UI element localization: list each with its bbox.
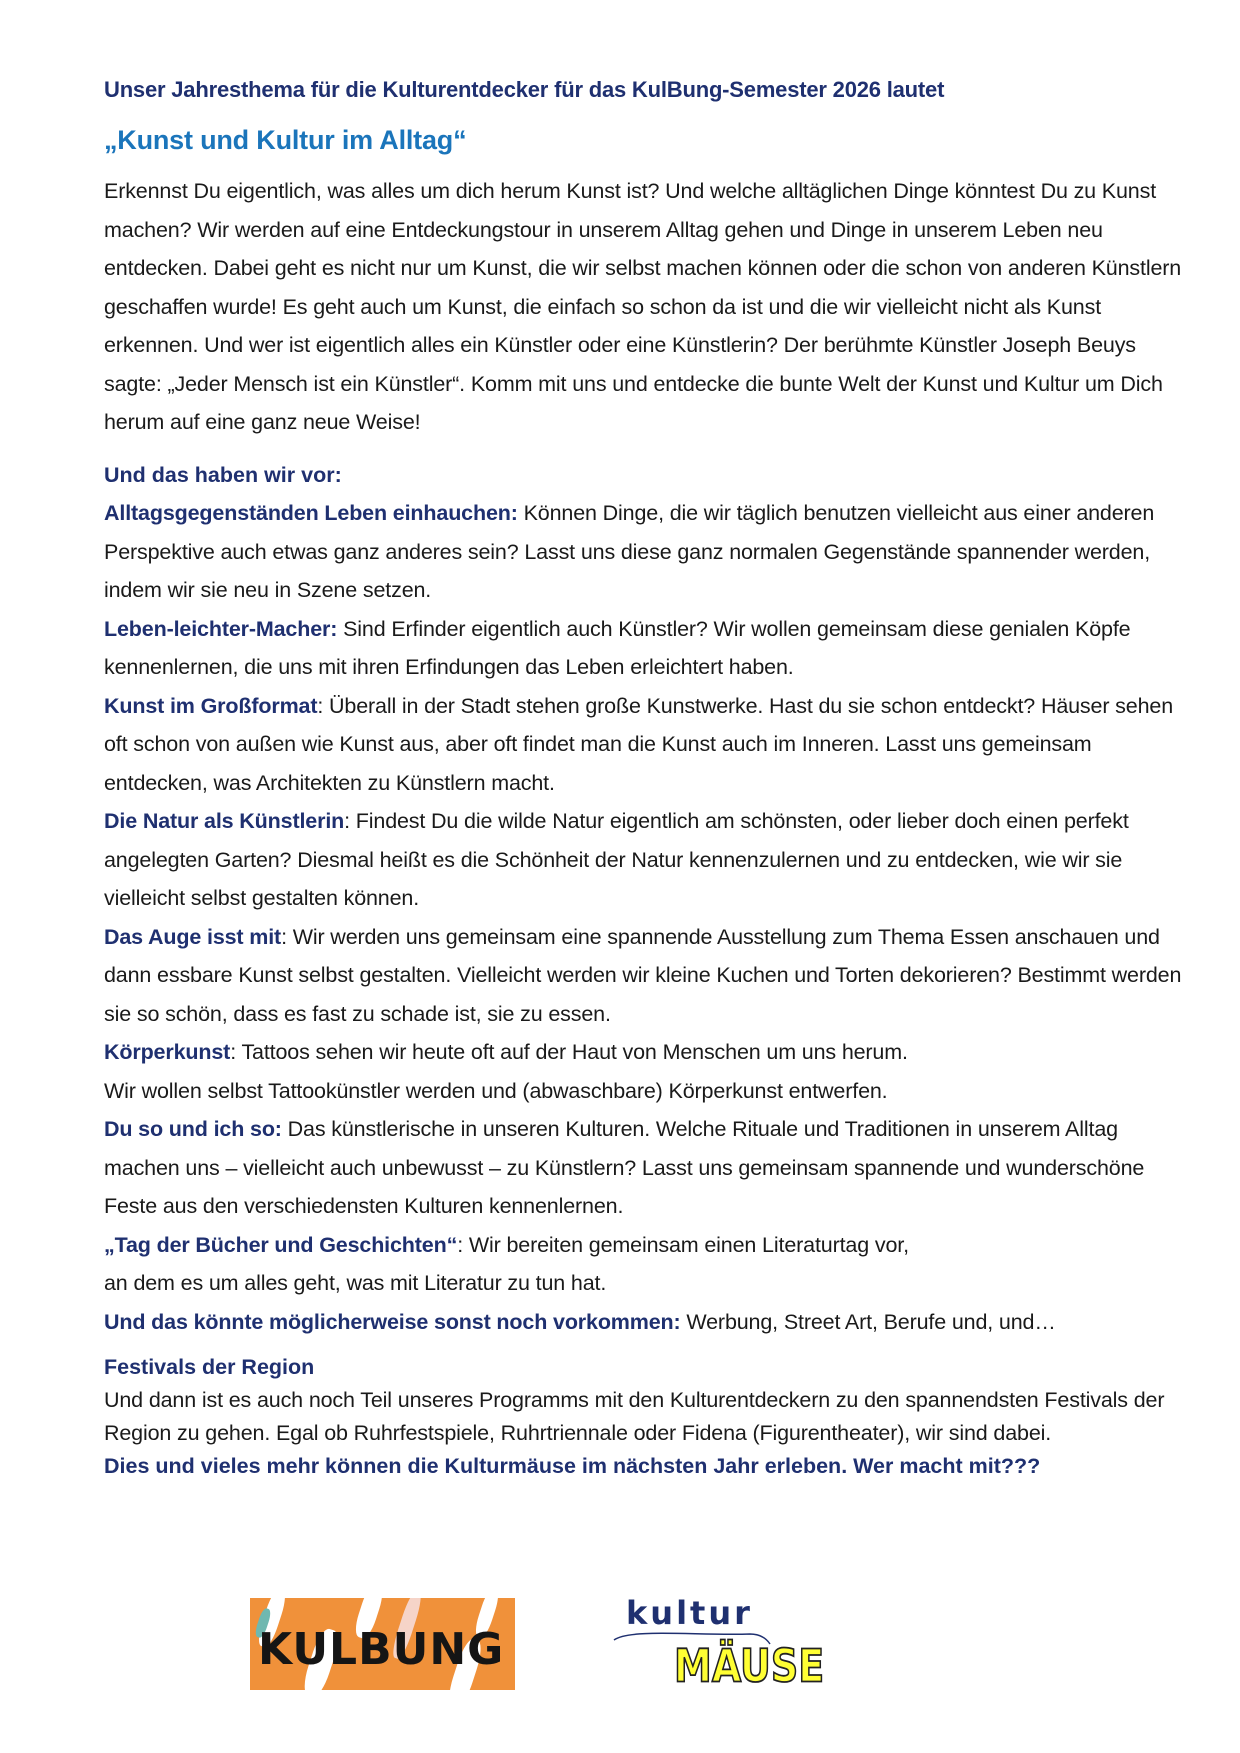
plan-item-label: Leben-leichter-Macher: — [104, 616, 338, 641]
plan-item — [104, 1303, 1184, 1342]
plan-item-text: : Findest Du die wilde Natur eigentlich am schönsten, oder lieber doch einen perfekt angelegten Garten? Diesmal heißt es die Schönheit der Natur kennenzulernen und zu entdecken, wie wir sie vielleicht selbst gestalten können. — [104, 809, 1129, 910]
kulbung-logo — [250, 1598, 515, 1690]
plan-item-text: : Wir bereiten gemeinsam einen Literaturtag vor, — [457, 1232, 909, 1257]
plan-item-label: Alltagsgegenständen Leben einhauchen: — [104, 501, 518, 525]
plan-item-label: Körperkunst — [104, 1040, 231, 1064]
page-title: „Kunst und Kultur im Alltag“ — [104, 125, 467, 155]
plan-item — [104, 610, 1184, 687]
plan-item-label: Kunst im Großformat — [104, 693, 318, 718]
document-page — [104, 72, 1184, 1483]
festivals-heading: Festivals der Region — [104, 1355, 315, 1379]
plan-item-text-2: Wir wollen selbst Tattookünstler werden und (abwaschbare) Körperkunst entwerfen. — [104, 1078, 888, 1103]
plan-item-text: Das künstlerische in unseren Kulturen. Welche Rituale und Traditionen in unserem Alltag machen uns – vielleicht auch unbewusst – zu Künstlern? Lasst uns gemeinsam spannende und wunderschöne Feste aus den verschiedensten Kulturen kennenlernen. — [104, 1117, 1145, 1218]
plan-item — [104, 494, 1184, 610]
plan-item-label: Die Natur als Künstlerin — [104, 809, 345, 833]
intro-paragraph: Erkennst Du eigentlich, was alles um dich herum Kunst ist? Und welche alltäglichen Dinge könntest Du zu Kunst machen? Wir werden auf eine Entdeckungstour in unserem Alltag gehen und Dinge in unserem Leben neu entdecken. Dabei geht es nicht nur um Kunst, die wir selbst machen können oder die schon von anderen Künstlern geschaffen wurde! Es geht auch um Kunst, die einfach so schon da ist und die wir vielleicht nicht als Kunst erkennen. Und wer ist eigentlich alles ein Künstler oder eine Künstlerin? Der berühmte Künstler Joseph Beuys sagte: „Jeder Mensch ist ein Künstler“. Komm mit uns und entdecke die bunte Welt der Kunst und Kultur um Dich herum auf eine ganz neue Weise! — [104, 179, 1182, 434]
plan-item-label: Und das könnte möglicherweise sonst noch vorkommen: — [104, 1309, 681, 1334]
plan-item — [104, 802, 1184, 918]
plan-heading: Und das haben wir vor: — [104, 462, 342, 487]
plan-item-text-2: an dem es um alles geht, was mit Literatur zu tun hat. — [104, 1271, 607, 1295]
festivals-text: Und dann ist es auch noch Teil unseres Programms mit den Kulturentdeckern zu den spannendsten Festivals der Region zu gehen. Egal ob Ruhrfestspiele, Ruhrtriennale oder Fidena (Figurentheater), wir sind dabei. — [104, 1388, 1165, 1445]
closing-line: Dies und vieles mehr können die Kulturmäuse im nächsten Jahr erleben. Wer macht mit??? — [104, 1454, 1041, 1478]
plan-item-label: „Tag der Bücher und Geschichten“ — [104, 1232, 458, 1257]
plan-item — [104, 1226, 1184, 1303]
plan-item-text: Werbung, Street Art, Berufe und, und… — [680, 1309, 1056, 1334]
kultur-logo-text: kultur — [626, 1594, 753, 1632]
plan-item — [104, 1033, 1184, 1110]
plan-item — [104, 918, 1184, 1034]
plan-item-label: Du so und ich so: — [104, 1117, 282, 1141]
plan-item-text: : Wir werden uns gemeinsam eine spannende Ausstellung zum Thema Essen anschauen und dann essbare Kunst selbst gestalten. Vielleicht werden wir kleine Kuchen und Torten dekorieren? Bestimmt werden sie so schön, dass es fast zu schade ist, sie zu essen. — [104, 924, 1182, 1026]
kulturmaeuse-logo — [610, 1594, 825, 1698]
plan-item-text: Können Dinge, die wir täglich benutzen vielleicht aus einer anderen Perspektive auch etwas ganz anderes sein? Lasst uns diese ganz normalen Gegenstände spannender werden, indem wir sie neu in Szene setzen. — [104, 501, 1155, 602]
plan-item — [104, 687, 1184, 803]
plan-item-label: Das Auge isst mit — [104, 924, 282, 949]
logo-row — [250, 1594, 850, 1698]
plan-item-text: Sind Erfinder eigentlich auch Künstler? Wir wollen gemeinsam diese genialen Köpfe kennenlernen, die uns mit ihren Erfindungen das Leben erleichtert haben. — [104, 616, 1131, 679]
plan-item-text: : Tattoos sehen wir heute oft auf der Haut von Menschen um uns herum. — [230, 1040, 908, 1064]
kulbung-logo-text: KULBUNG — [258, 1624, 505, 1675]
intro-heading: Unser Jahresthema für die Kulturentdecker für das KulBung-Semester 2026 lautet — [104, 77, 945, 102]
plan-item-text: : Überall in der Stadt stehen große Kunstwerke. Hast du sie schon entdeckt? Häuser sehen oft schon von außen wie Kunst aus, aber oft findet man die Kunst auch im Inneren. Lasst uns gemeinsam entdecken, was Architekten zu Künstlern macht. — [104, 693, 1173, 795]
maeuse-logo-text: MÄUSE — [674, 1639, 825, 1693]
plan-item — [104, 1110, 1184, 1226]
